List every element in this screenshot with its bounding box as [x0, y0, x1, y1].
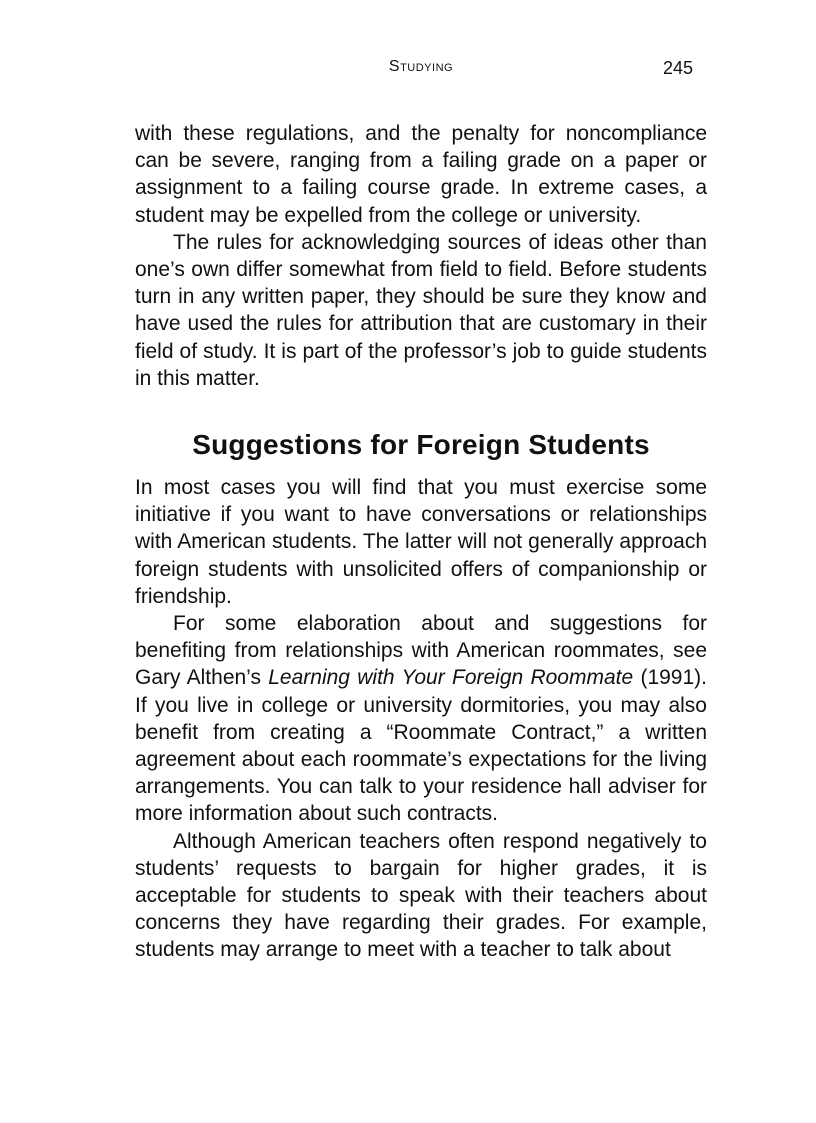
running-title: Studying [388, 58, 454, 75]
paragraph: with these regulations, and the penalty for noncompliance can be severe, ranging from a failing grade on a paper or assignment to a failing course grade. In extreme cases, a student may be expelled from the college or university. [135, 122, 707, 227]
running-header [135, 58, 707, 88]
paragraph-text: (1991). If you live in college or university dormitories, you may also benefit from creating a “Roommate Contract,” a written agreement about each roommate’s expectations for the living arrangements. You can talk to your residence hall adviser for more information about such contracts. [135, 666, 707, 826]
paragraph: The rules for acknowledging sources of ideas other than one’s own differ somewhat from field to field. Before students turn in any written paper, they should be sure they know and have used the rules for attribution that are customary in their field of study. It is part of the professor’s job to guide students in this matter. [135, 230, 707, 390]
paragraph-with-citation [135, 610, 707, 828]
paragraph-text: For some elaboration about and suggestions for benefiting from relationships with American roommates, see Gary Althen’s [135, 612, 707, 690]
body-text [135, 120, 707, 964]
book-title: Learning with Your Foreign Roommate [268, 666, 634, 690]
book-page [135, 58, 707, 964]
paragraph: In most cases you will find that you must exercise some initiative if you want to have conversations or relationships with American students. The latter will not generally approach foreign students with unsolicited offers of companionship or friendship. [135, 476, 707, 608]
paragraph: Although American teachers often respond negatively to students’ requests to bargain for higher grades, it is acceptable for students to speak with their teachers about concerns they have regarding their grades. For example, students may arrange to meet with a teacher to talk about [135, 829, 707, 962]
page-number: 245 [662, 58, 693, 78]
section-heading: Suggestions for Foreign Students [192, 429, 650, 461]
